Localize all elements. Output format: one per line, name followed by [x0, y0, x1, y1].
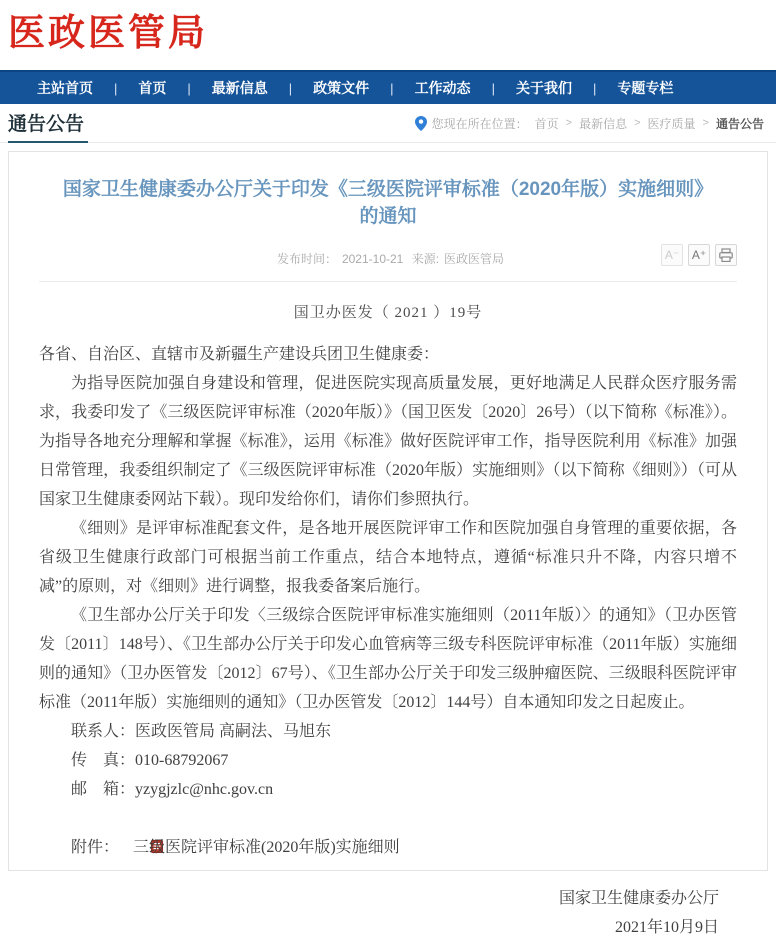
- breadcrumb: [415, 104, 766, 142]
- breadcrumb-bar: [0, 104, 776, 143]
- nav-item-work-updates[interactable]: 工作动态: [414, 80, 471, 96]
- signature-date: 2021年10月9日: [614, 919, 719, 936]
- attachment-row: [39, 833, 737, 862]
- nav-separator: |: [114, 80, 118, 96]
- breadcrumb-latest-news[interactable]: 最新信息: [579, 116, 628, 131]
- breadcrumb-separator: >: [634, 117, 641, 129]
- location-pin-icon: [415, 116, 427, 131]
- article-title: 国家卫生健康委办公厅关于印发《三级医院评审标准（2020年版）实施细则》的通知: [62, 179, 714, 227]
- body-paragraph: 《卫生部办公厅关于印发〈三级综合医院评审标准实施细则（2011年版）〉的通知》（卫办医管发〔2011〕148号）、《卫生部办公厅关于印发心血管病等三级专科医院评审标准（2011年版）实施细则的通知》（卫办医管发〔2012〕67号）、《卫生部办公厅关于印发三级肿瘤医院、三级眼科医院评审标准（2011年版）实施细则的通知》（卫办医管发〔2012〕144号）自本通知印发之日起废止。: [39, 607, 737, 711]
- document-body: [39, 301, 737, 942]
- contact-person-line: 联系人：医政医管局 高嗣法、马旭东: [71, 723, 332, 740]
- breadcrumb-current-notices: 通告公告: [715, 116, 764, 131]
- font-increase-button[interactable]: A⁺: [688, 244, 710, 266]
- print-button[interactable]: [715, 244, 737, 266]
- nav-item-home[interactable]: 首页: [138, 80, 167, 96]
- breadcrumb-separator: >: [702, 117, 709, 129]
- article-meta: [39, 250, 737, 282]
- article-tools: [661, 244, 737, 266]
- nav-item-special-columns[interactable]: 专题专栏: [617, 80, 674, 96]
- breadcrumb-home[interactable]: 首页: [534, 116, 559, 131]
- nav-separator: |: [491, 80, 495, 96]
- main-nav: [0, 70, 776, 104]
- breadcrumb-prefix: 您现在所在位置：: [431, 116, 528, 131]
- document-number: 国卫办医发（ 2021 ）19号: [293, 305, 483, 321]
- nav-item-latest-news[interactable]: 最新信息: [211, 80, 268, 96]
- contact-email-line: 邮 箱：yzygjzlc@nhc.gov.cn: [71, 781, 274, 798]
- signature-org: 国家卫生健康委办公厅: [558, 890, 719, 907]
- attachment-link[interactable]: 三级医院评审标准(2020年版)实施细则: [133, 839, 400, 856]
- source-label: 来源:: [411, 252, 440, 266]
- breadcrumb-medical-quality[interactable]: 医疗质量: [647, 116, 696, 131]
- nav-item-home-main[interactable]: 主站首页: [37, 80, 93, 96]
- contact-fax-line: 传 真：010-68792067: [71, 752, 229, 769]
- section-title: 通告公告: [8, 104, 88, 143]
- nav-separator: |: [390, 80, 394, 96]
- printer-icon: [719, 249, 733, 262]
- salutation-line: 各省、自治区、直辖市及新疆生产建设兵团卫生健康委：: [39, 346, 440, 363]
- site-logo: 医政医管局: [8, 12, 208, 53]
- nav-separator: |: [288, 80, 293, 96]
- nav-separator: |: [187, 80, 191, 96]
- publish-date: 2021-10-21: [341, 252, 404, 266]
- publish-time-label: 发布时间：: [276, 252, 337, 266]
- nav-separator: |: [592, 80, 597, 96]
- nav-item-policy-documents[interactable]: 政策文件: [313, 80, 370, 96]
- body-paragraph: 为指导医院加强自身建设和管理，促进医院实现高质量发展，更好地满足人民群众医疗服务需求，我委印发了《三级医院评审标准（2020年版）》（国卫医发〔2020〕26号）（以下简称《标准》）。为指导各地充分理解和掌握《标准》，运用《标准》做好医院评审工作，指导医院利用《标准》加强日常管理，我委组织制定了《三级医院评审标准（2020年版）实施细则》（以下简称《细则》）（可从国家卫生健康委网站下载）。现印发给你们，请你们参照执行。: [39, 375, 737, 508]
- attachment-label: 附件：: [71, 839, 120, 856]
- article-container: [8, 151, 768, 936]
- body-paragraph: 《细则》是评审标准配套文件，是各地开展医院评审工作和医院加强自身管理的重要依据，各省级卫生健康行政部门可根据当前工作重点，结合本地特点，遵循“标准只升不降，内容只增不减”的原则，对《细则》进行调整，报我委备案后施行。: [39, 520, 737, 595]
- source-value: 医政医管局: [444, 252, 505, 266]
- nav-item-about-us[interactable]: 关于我们: [515, 80, 572, 96]
- attachment-file-icon: [119, 834, 131, 847]
- breadcrumb-separator: >: [565, 117, 573, 129]
- signature-block: [39, 884, 737, 942]
- site-header: [0, 0, 776, 70]
- font-decrease-button[interactable]: A⁻: [661, 244, 683, 266]
